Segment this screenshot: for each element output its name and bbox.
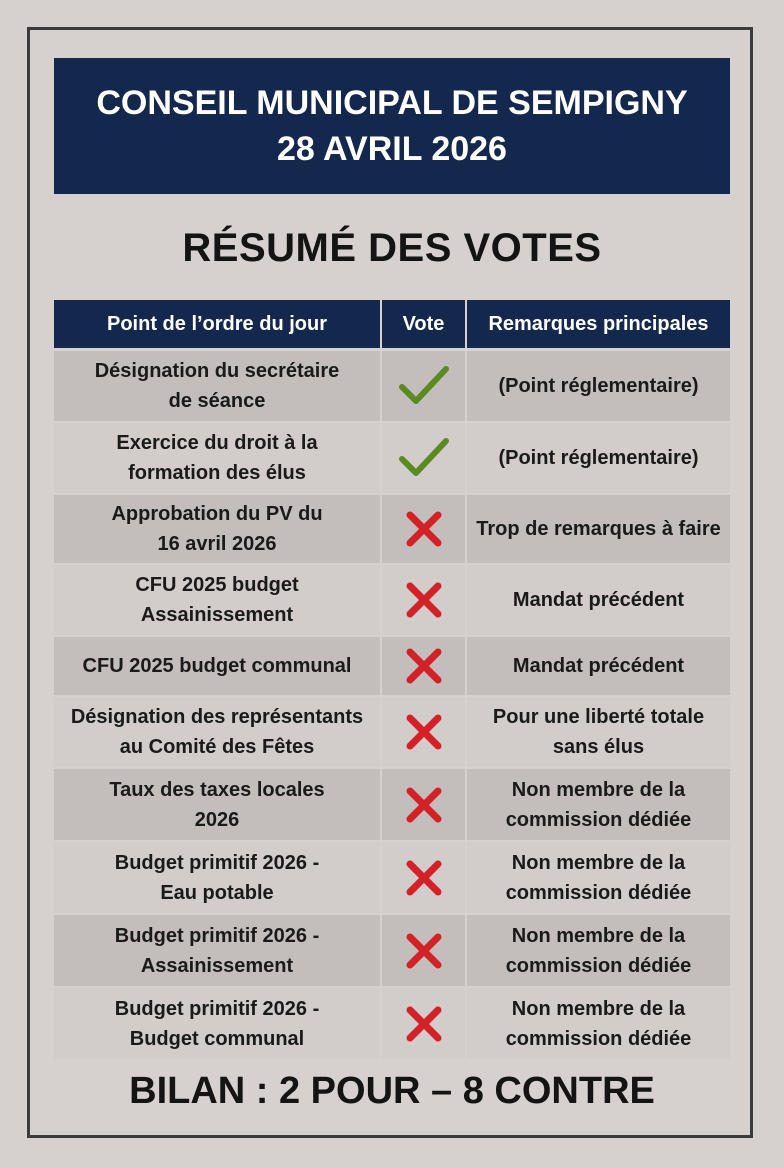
table-row bbox=[54, 697, 730, 767]
cross-icon bbox=[382, 637, 467, 695]
agenda-item bbox=[54, 637, 382, 695]
agenda-item-line: Taux des taxes locales bbox=[109, 778, 325, 801]
agenda-item bbox=[54, 697, 382, 767]
remark bbox=[467, 495, 730, 563]
remark bbox=[467, 697, 730, 767]
table-row bbox=[54, 351, 730, 421]
remark-line: Non membre de la bbox=[511, 924, 686, 947]
remark-line: sans élus bbox=[552, 736, 645, 758]
agenda-item-line: formation des élus bbox=[128, 462, 306, 484]
remark-line: Pour une liberté totale bbox=[492, 706, 705, 728]
table-row bbox=[54, 565, 730, 635]
agenda-item bbox=[54, 915, 382, 986]
agenda-item-line: Désignation des représentants bbox=[70, 706, 364, 728]
cross-icon bbox=[382, 495, 467, 563]
votes-table bbox=[54, 300, 730, 1061]
section-title: RÉSUMÉ DES VOTES bbox=[182, 226, 602, 270]
agenda-item bbox=[54, 423, 382, 493]
cross-icon bbox=[382, 697, 467, 767]
cross-icon bbox=[382, 988, 467, 1059]
agenda-item-line: Budget communal bbox=[129, 1027, 305, 1050]
agenda-item bbox=[54, 769, 382, 840]
table-row bbox=[54, 495, 730, 563]
remark-line: Mandat précédent bbox=[512, 589, 685, 611]
agenda-item-line: Désignation du secrétaire bbox=[94, 360, 340, 382]
agenda-item-line: Assainissement bbox=[140, 604, 294, 626]
agenda-item bbox=[54, 495, 382, 563]
remark bbox=[467, 842, 730, 913]
cross-icon bbox=[382, 842, 467, 913]
agenda-item-line: 2026 bbox=[194, 808, 240, 831]
remark-line: commission dédiée bbox=[505, 954, 692, 977]
remark-line: (Point réglementaire) bbox=[498, 447, 699, 469]
remark-line: Trop de remarques à faire bbox=[476, 518, 721, 540]
remark-line: Non membre de la bbox=[511, 997, 686, 1020]
agenda-item-line: Eau potable bbox=[160, 881, 274, 904]
remark bbox=[467, 988, 730, 1059]
cross-icon bbox=[382, 915, 467, 986]
agenda-item-line: CFU 2025 budget bbox=[135, 574, 299, 596]
remark bbox=[467, 423, 730, 493]
agenda-item-line: Exercice du droit à la bbox=[116, 432, 318, 454]
table-row bbox=[54, 423, 730, 493]
agenda-item-line: Budget primitif 2026 - bbox=[114, 924, 320, 947]
table-row bbox=[54, 637, 730, 695]
agenda-item bbox=[54, 988, 382, 1059]
remark bbox=[467, 915, 730, 986]
vote-summary: BILAN : 2 POUR – 8 CONTRE bbox=[129, 1070, 655, 1112]
remark bbox=[467, 351, 730, 421]
agenda-item-line: de séance bbox=[168, 390, 266, 412]
meeting-date: 28 AVRIL 2026 bbox=[277, 130, 507, 168]
table-body bbox=[54, 351, 730, 1059]
agenda-item bbox=[54, 351, 382, 421]
agenda-item-line: Budget primitif 2026 - bbox=[114, 851, 320, 874]
agenda-item-line: au Comité des Fêtes bbox=[119, 736, 315, 758]
column-header-remarks: Remarques principales bbox=[467, 300, 730, 348]
agenda-item bbox=[54, 842, 382, 913]
cross-icon bbox=[382, 769, 467, 840]
table-row bbox=[54, 915, 730, 986]
agenda-item bbox=[54, 565, 382, 635]
remark bbox=[467, 565, 730, 635]
remark-line: (Point réglementaire) bbox=[498, 375, 699, 397]
remark-line: Mandat précédent bbox=[512, 655, 685, 677]
check-icon bbox=[382, 351, 467, 421]
remark-line: Non membre de la bbox=[511, 851, 686, 874]
remark-line: commission dédiée bbox=[505, 881, 692, 904]
table-header bbox=[54, 300, 730, 348]
title-banner bbox=[54, 58, 730, 194]
agenda-item-line: 16 avril 2026 bbox=[157, 533, 277, 555]
remark-line: Non membre de la bbox=[511, 778, 686, 801]
column-header-item: Point de l’ordre du jour bbox=[54, 300, 382, 348]
agenda-item-line: Assainissement bbox=[140, 954, 294, 977]
column-header-vote: Vote bbox=[382, 300, 467, 348]
agenda-item-line: Budget primitif 2026 - bbox=[114, 997, 320, 1020]
table-row bbox=[54, 842, 730, 913]
table-row bbox=[54, 988, 730, 1059]
table-row bbox=[54, 769, 730, 840]
cross-icon bbox=[382, 565, 467, 635]
council-title: CONSEIL MUNICIPAL DE SEMPIGNY bbox=[96, 84, 688, 122]
remark-line: commission dédiée bbox=[505, 1027, 692, 1050]
check-icon bbox=[382, 423, 467, 493]
agenda-item-line: CFU 2025 budget communal bbox=[82, 655, 352, 677]
remark bbox=[467, 769, 730, 840]
remark-line: commission dédiée bbox=[505, 808, 692, 831]
remark bbox=[467, 637, 730, 695]
agenda-item-line: Approbation du PV du bbox=[111, 503, 323, 525]
